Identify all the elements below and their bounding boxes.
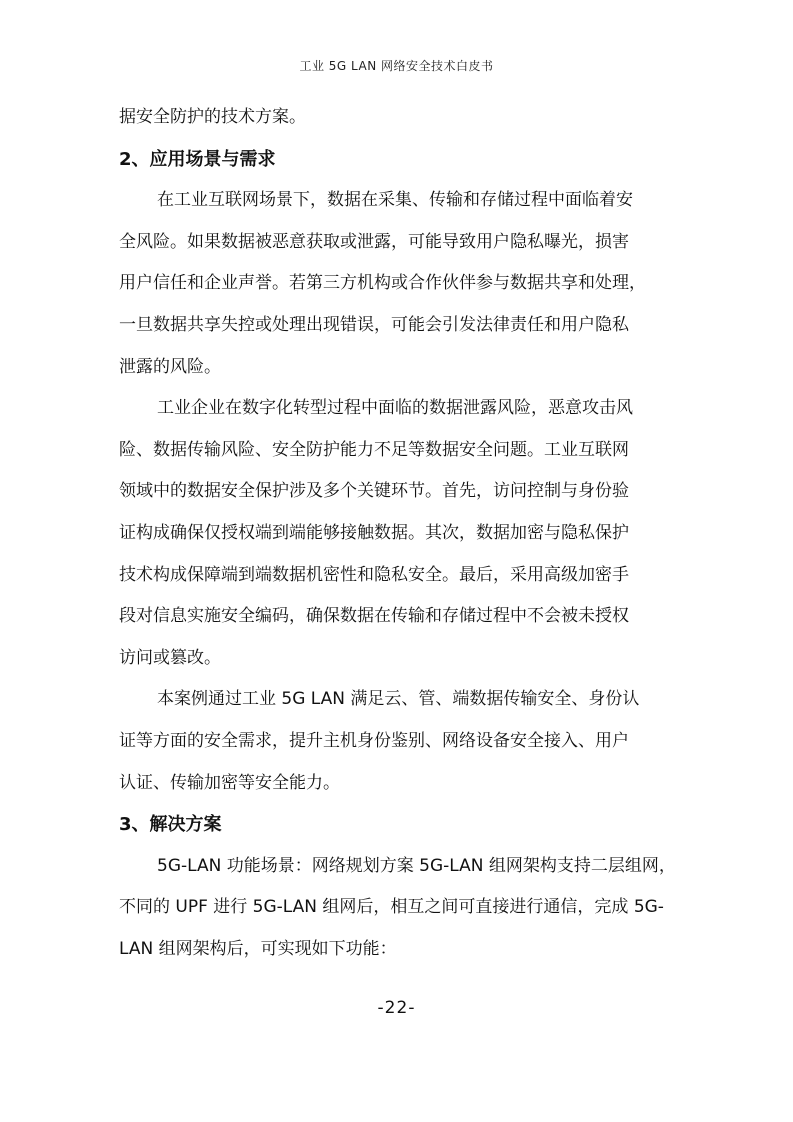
paragraph-line: 泄露的风险。 xyxy=(119,356,221,377)
paragraph-line: 认证、传输加密等安全能力。 xyxy=(119,772,340,793)
paragraph-line: 不同的 UPF 进行 5G-LAN 组网后，相互之间可直接进行通信，完成 5G- xyxy=(119,897,664,918)
paragraph-line: 在工业互联网场景下，数据在采集、传输和存储过程中面临着安 xyxy=(157,190,633,211)
running-header: 工业 5G LAN 网络安全技术白皮书 xyxy=(299,59,494,73)
paragraph-line: LAN 组网架构后，可实现如下功能： xyxy=(119,938,397,959)
paragraph-line: 险、数据传输风险、安全防护能力不足等数据安全问题。工业互联网 xyxy=(119,439,629,460)
paragraph-line: 领域中的数据安全保护涉及多个关键环节。首先，访问控制与身份验 xyxy=(119,481,629,502)
paragraph-line: 证构成确保仅授权端到端能够接触数据。其次，数据加密与隐私保护 xyxy=(119,522,629,543)
paragraph-line: 证等方面的安全需求，提升主机身份鉴别、网络设备安全接入、用户 xyxy=(119,730,629,751)
paragraph-line: 访问或篡改。 xyxy=(119,647,221,668)
section-heading: 2、应用场景与需求 xyxy=(119,148,276,170)
paragraph-line: 本案例通过工业 5G LAN 满足云、管、端数据传输安全、身份认 xyxy=(157,689,640,710)
paragraph-line: 全风险。如果数据被恶意获取或泄露，可能导致用户隐私曝光，损害 xyxy=(119,231,629,252)
paragraph-line: 工业企业在数字化转型过程中面临的数据泄露风险，恶意攻击风 xyxy=(157,398,633,419)
paragraph-line: 5G-LAN 功能场景：网络规划方案 5G-LAN 组网架构支持二层组网， xyxy=(157,855,676,876)
section-heading: 3、解决方案 xyxy=(119,814,222,836)
page-number: -22- xyxy=(377,998,416,1018)
document-body xyxy=(119,97,679,970)
paragraph-line: 一旦数据共享失控或处理出现错误，可能会引发法律责任和用户隐私 xyxy=(119,314,629,335)
paragraph-line: 据安全防护的技术方案。 xyxy=(119,107,306,127)
paragraph-line: 用户信任和企业声誉。若第三方机构或合作伙伴参与数据共享和处理， xyxy=(119,273,646,294)
paragraph-line: 技术构成保障端到端数据机密性和隐私安全。最后，采用高级加密手 xyxy=(119,564,629,585)
paragraph-line: 段对信息实施安全编码，确保数据在传输和存储过程中不会被未授权 xyxy=(119,606,629,627)
